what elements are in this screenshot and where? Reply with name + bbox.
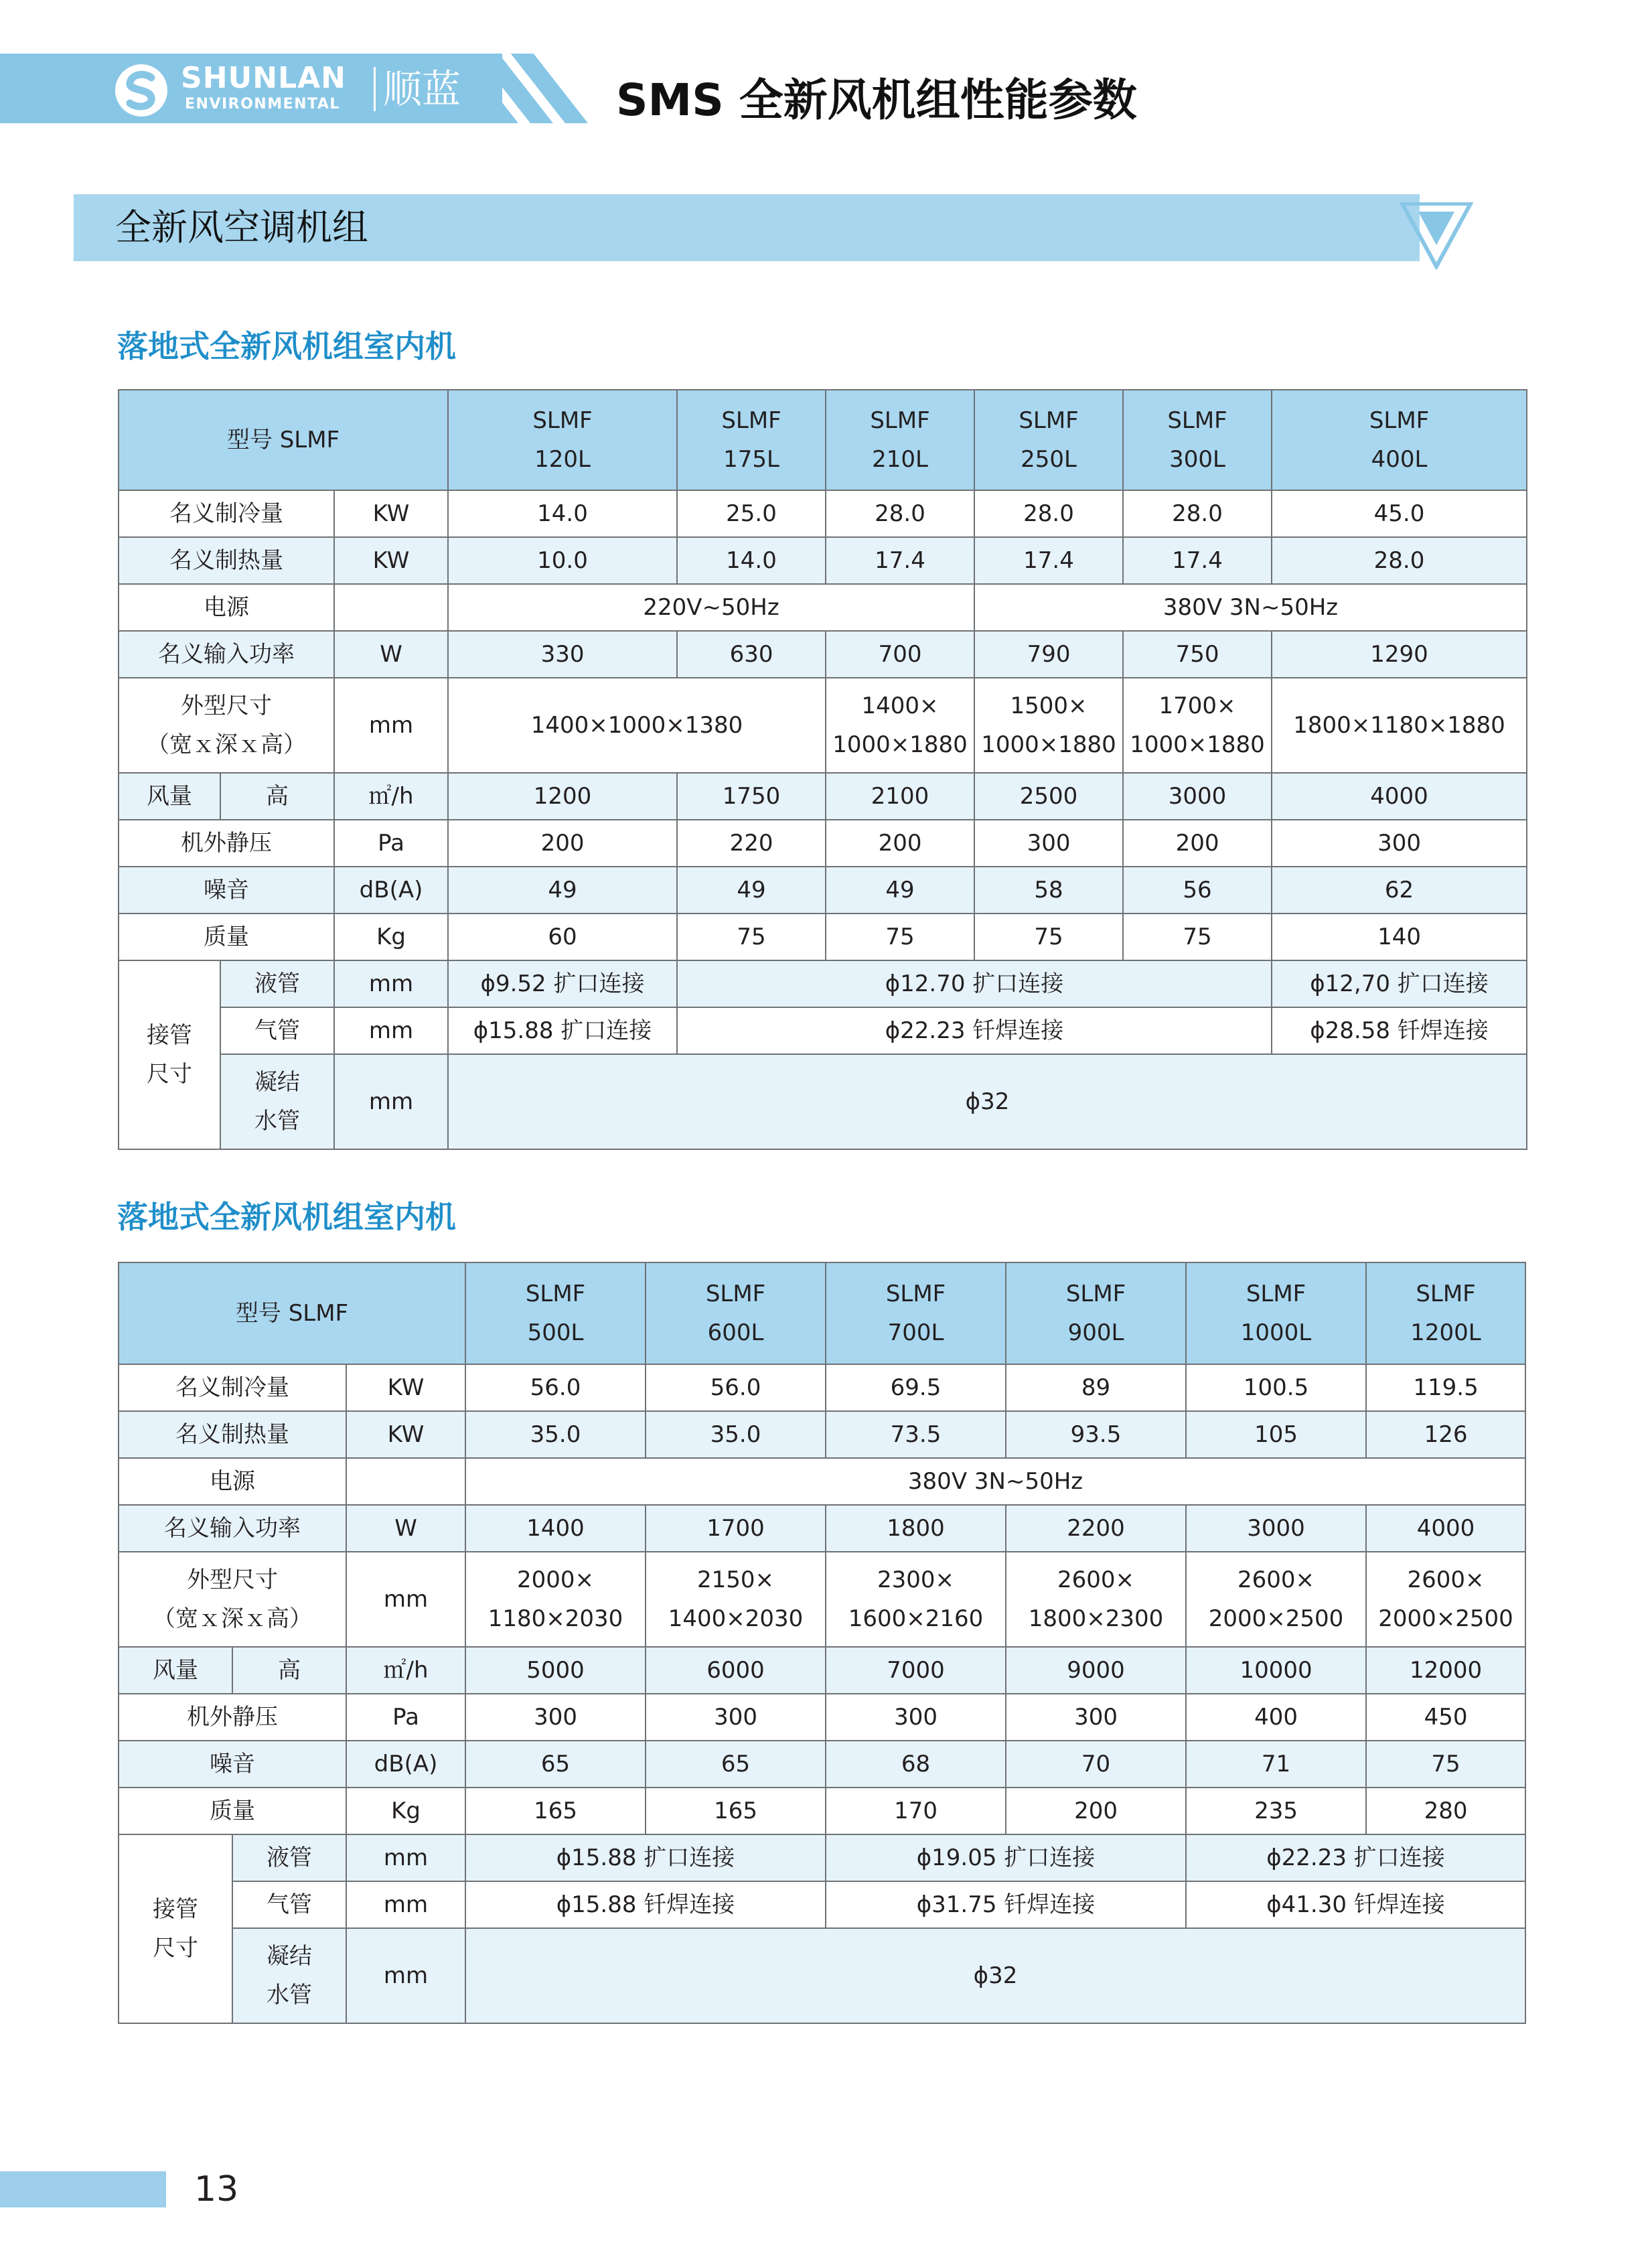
model-header: SLMF 300L (1123, 390, 1272, 490)
cell: ϕ32 (448, 1054, 1527, 1149)
cell: 28.0 (974, 490, 1123, 537)
cell: 4000 (1366, 1505, 1525, 1552)
cell: 2000× 1180×2030 (465, 1552, 646, 1647)
row-label: 名义输入功率 (119, 1505, 346, 1552)
row-label: 风量 (119, 1647, 232, 1694)
table-row (119, 1505, 1525, 1552)
cell: 300 (826, 1694, 1006, 1741)
table-row (119, 1411, 1525, 1458)
cell: 6000 (646, 1647, 826, 1694)
cell: 126 (1366, 1411, 1525, 1458)
table-row (119, 867, 1527, 914)
cell: 28.0 (1123, 490, 1272, 537)
cell: 14.0 (677, 537, 826, 584)
cell: 300 (465, 1694, 646, 1741)
row-label: 噪音 (119, 1741, 346, 1788)
row-sublabel: 高 (220, 773, 334, 820)
cell: 2200 (1006, 1505, 1186, 1552)
cell: 3000 (1123, 773, 1272, 820)
cell: ϕ28.58 钎焊连接 (1272, 1007, 1527, 1054)
row-unit: Kg (346, 1788, 465, 1834)
cell: 9000 (1006, 1647, 1186, 1694)
cell: 75 (1123, 914, 1272, 960)
row-unit: mm (346, 1834, 465, 1881)
cell: 49 (826, 867, 974, 914)
cell: 3000 (1186, 1505, 1366, 1552)
cell: 68 (826, 1741, 1006, 1788)
row-label: 风量 (119, 773, 220, 820)
cell: 2600× 1800×2300 (1006, 1552, 1186, 1647)
cell: 700 (826, 631, 974, 678)
cell: 1200 (448, 773, 677, 820)
model-header: SLMF 175L (677, 390, 826, 490)
row-sublabel: 液管 (232, 1834, 346, 1881)
cell: 35.0 (465, 1411, 646, 1458)
cell: 56.0 (465, 1364, 646, 1411)
row-label: 机外静压 (119, 820, 334, 867)
row-label: 电源 (119, 1458, 346, 1505)
cell: 630 (677, 631, 826, 678)
cell: 1400×1000×1380 (448, 678, 826, 773)
model-header: SLMF 400L (1272, 390, 1527, 490)
row-unit: mm (346, 1552, 465, 1647)
cell: 790 (974, 631, 1123, 678)
cell: 56 (1123, 867, 1272, 914)
row-label: 机外静压 (119, 1694, 346, 1741)
table-row (119, 1647, 1525, 1694)
model-header: SLMF 1200L (1366, 1262, 1525, 1364)
brand-tagline: ENVIRONMENTAL (185, 96, 340, 113)
cell: ϕ19.05 扩口连接 (826, 1834, 1186, 1881)
table-row (119, 914, 1527, 960)
row-unit: mm (334, 1054, 448, 1149)
cell: 7000 (826, 1647, 1006, 1694)
table-row (119, 537, 1527, 584)
cell: 49 (448, 867, 677, 914)
row-label: 名义制冷量 (119, 490, 334, 537)
cell: 200 (448, 820, 677, 867)
brand-name: SHUNLAN (181, 61, 346, 95)
table-row (119, 773, 1527, 820)
table-row (119, 1552, 1525, 1647)
cell: 10.0 (448, 537, 677, 584)
cell: 2500 (974, 773, 1123, 820)
cell: 300 (646, 1694, 826, 1741)
row-unit: KW (334, 490, 448, 537)
model-header: SLMF 1000L (1186, 1262, 1366, 1364)
cell: 93.5 (1006, 1411, 1186, 1458)
footer-band (0, 2171, 166, 2207)
cell: 17.4 (826, 537, 974, 584)
row-label: 质量 (119, 914, 334, 960)
cell: ϕ9.52 扩口连接 (448, 960, 677, 1007)
cell: 235 (1186, 1788, 1366, 1834)
row-label: 名义制冷量 (119, 1364, 346, 1411)
row-unit: Pa (346, 1694, 465, 1741)
cell: 49 (677, 867, 826, 914)
row-unit: Pa (334, 820, 448, 867)
row-sublabel: 气管 (220, 1007, 334, 1054)
cell: 75 (1366, 1741, 1525, 1788)
cell: 140 (1272, 914, 1527, 960)
cell: 1290 (1272, 631, 1527, 678)
cell: 380V 3N~50Hz (465, 1458, 1525, 1505)
table-subtitle: 落地式全新风机组室内机 (117, 328, 456, 364)
table-row (119, 960, 1527, 1007)
row-unit: KW (346, 1364, 465, 1411)
cell: ϕ41.30 钎焊连接 (1186, 1881, 1525, 1928)
table-row (119, 1694, 1525, 1741)
row-label: 接管 尺寸 (119, 960, 220, 1149)
model-header: SLMF 250L (974, 390, 1123, 490)
model-label: 型号 SLMF (119, 1262, 465, 1364)
cell: 450 (1366, 1694, 1525, 1741)
brand-divider (374, 67, 376, 111)
cell: 4000 (1272, 773, 1527, 820)
cell: 17.4 (1123, 537, 1272, 584)
table-row (119, 678, 1527, 773)
spec-table-1 (118, 389, 1527, 1150)
cell: 28.0 (1272, 537, 1527, 584)
cell: 380V 3N~50Hz (974, 584, 1527, 631)
cell: 75 (974, 914, 1123, 960)
row-unit: KW (346, 1411, 465, 1458)
model-label: 型号 SLMF (119, 390, 448, 490)
model-header: SLMF 700L (826, 1262, 1006, 1364)
cell: 14.0 (448, 490, 677, 537)
table-row (119, 1054, 1527, 1149)
cell: 2600× 2000×2500 (1366, 1552, 1525, 1647)
cell: 25.0 (677, 490, 826, 537)
row-sublabel: 高 (232, 1647, 346, 1694)
row-unit (346, 1458, 465, 1505)
cell: ϕ12,70 扩口连接 (1272, 960, 1527, 1007)
cell: 65 (465, 1741, 646, 1788)
cell: 62 (1272, 867, 1527, 914)
page-number: 13 (194, 2169, 239, 2209)
table-row (119, 1788, 1525, 1834)
cell: 60 (448, 914, 677, 960)
model-header: SLMF 120L (448, 390, 677, 490)
cell: ϕ15.88 扩口连接 (465, 1834, 826, 1881)
cell: 28.0 (826, 490, 974, 537)
section-title: 全新风空调机组 (115, 206, 368, 248)
cell: 1800×1180×1880 (1272, 678, 1527, 773)
row-unit: W (346, 1505, 465, 1552)
brand-name-cn: 顺蓝 (383, 66, 461, 112)
row-label: 外型尺寸 （宽ｘ深ｘ高） (119, 1552, 346, 1647)
cell: 170 (826, 1788, 1006, 1834)
cell: 220 (677, 820, 826, 867)
cell: ϕ32 (465, 1928, 1525, 2023)
cell: 1750 (677, 773, 826, 820)
cell: 75 (677, 914, 826, 960)
cell: ϕ15.88 扩口连接 (448, 1007, 677, 1054)
page-title: SMS 全新风机组性能参数 (616, 74, 1137, 126)
cell: 2150× 1400×2030 (646, 1552, 826, 1647)
cell: 45.0 (1272, 490, 1527, 537)
down-triangle-icon (1400, 202, 1473, 269)
model-header: SLMF 210L (826, 390, 974, 490)
cell: 165 (646, 1788, 826, 1834)
cell: 71 (1186, 1741, 1366, 1788)
cell: 300 (1272, 820, 1527, 867)
cell: 1800 (826, 1505, 1006, 1552)
row-unit: dB(A) (334, 867, 448, 914)
cell: 35.0 (646, 1411, 826, 1458)
table-row (119, 1834, 1525, 1881)
row-unit: mm (346, 1928, 465, 2023)
cell: 58 (974, 867, 1123, 914)
cell: 2100 (826, 773, 974, 820)
row-unit: mm (334, 678, 448, 773)
model-header: SLMF 600L (646, 1262, 826, 1364)
row-sublabel: 气管 (232, 1881, 346, 1928)
table-row (119, 1928, 1525, 2023)
cell: ϕ15.88 钎焊连接 (465, 1881, 826, 1928)
cell: 89 (1006, 1364, 1186, 1411)
row-label: 电源 (119, 584, 334, 631)
cell: 1400 (465, 1505, 646, 1552)
model-header: SLMF 500L (465, 1262, 646, 1364)
cell: ϕ22.23 钎焊连接 (677, 1007, 1272, 1054)
cell: ϕ22.23 扩口连接 (1186, 1834, 1525, 1881)
cell: 200 (1123, 820, 1272, 867)
row-unit: KW (334, 537, 448, 584)
row-sublabel: 凝结 水管 (220, 1054, 334, 1149)
row-unit: W (334, 631, 448, 678)
table-row (119, 1458, 1525, 1505)
model-header: SLMF 900L (1006, 1262, 1186, 1364)
row-label: 名义制热量 (119, 537, 334, 584)
row-unit: mm (334, 1007, 448, 1054)
table-row (119, 490, 1527, 537)
cell: 1500× 1000×1880 (974, 678, 1123, 773)
table-row (119, 1881, 1525, 1928)
cell: 280 (1366, 1788, 1525, 1834)
cell: ϕ31.75 钎焊连接 (826, 1881, 1186, 1928)
row-unit: dB(A) (346, 1741, 465, 1788)
table-row (119, 820, 1527, 867)
row-label: 名义制热量 (119, 1411, 346, 1458)
cell: 65 (646, 1741, 826, 1788)
cell: 300 (1006, 1694, 1186, 1741)
row-unit: mm (334, 960, 448, 1007)
cell: 400 (1186, 1694, 1366, 1741)
brand-logo-icon (115, 64, 167, 117)
cell: 330 (448, 631, 677, 678)
cell: 1400× 1000×1880 (826, 678, 974, 773)
cell: 75 (826, 914, 974, 960)
cell: 200 (1006, 1788, 1186, 1834)
table-row (119, 631, 1527, 678)
table-row (119, 1741, 1525, 1788)
cell: 165 (465, 1788, 646, 1834)
cell: 70 (1006, 1741, 1186, 1788)
table-subtitle: 落地式全新风机组室内机 (117, 1199, 456, 1235)
row-unit: Kg (334, 914, 448, 960)
cell: 2600× 2000×2500 (1186, 1552, 1366, 1647)
row-label: 名义输入功率 (119, 631, 334, 678)
table-row (119, 1007, 1527, 1054)
row-sublabel: 液管 (220, 960, 334, 1007)
cell: 1700 (646, 1505, 826, 1552)
cell: 73.5 (826, 1411, 1006, 1458)
row-unit: ㎡/h (334, 773, 448, 820)
row-unit: ㎡/h (346, 1647, 465, 1694)
cell: ϕ12.70 扩口连接 (677, 960, 1272, 1007)
row-unit (334, 584, 448, 631)
table-row (119, 584, 1527, 631)
row-label: 接管 尺寸 (119, 1834, 232, 2023)
cell: 69.5 (826, 1364, 1006, 1411)
cell: 12000 (1366, 1647, 1525, 1694)
cell: 220V~50Hz (448, 584, 974, 631)
cell: 56.0 (646, 1364, 826, 1411)
row-label: 外型尺寸 （宽ｘ深ｘ高） (119, 678, 334, 773)
row-unit: mm (346, 1881, 465, 1928)
cell: 119.5 (1366, 1364, 1525, 1411)
cell: 5000 (465, 1647, 646, 1694)
cell: 2300× 1600×2160 (826, 1552, 1006, 1647)
row-sublabel: 凝结 水管 (232, 1928, 346, 2023)
row-label: 质量 (119, 1788, 346, 1834)
cell: 17.4 (974, 537, 1123, 584)
cell: 750 (1123, 631, 1272, 678)
cell: 10000 (1186, 1647, 1366, 1694)
row-label: 噪音 (119, 867, 334, 914)
table-row (119, 1364, 1525, 1411)
cell: 300 (974, 820, 1123, 867)
cell: 100.5 (1186, 1364, 1366, 1411)
cell: 200 (826, 820, 974, 867)
cell: 105 (1186, 1411, 1366, 1458)
spec-table-2 (118, 1262, 1526, 2024)
cell: 1700× 1000×1880 (1123, 678, 1272, 773)
